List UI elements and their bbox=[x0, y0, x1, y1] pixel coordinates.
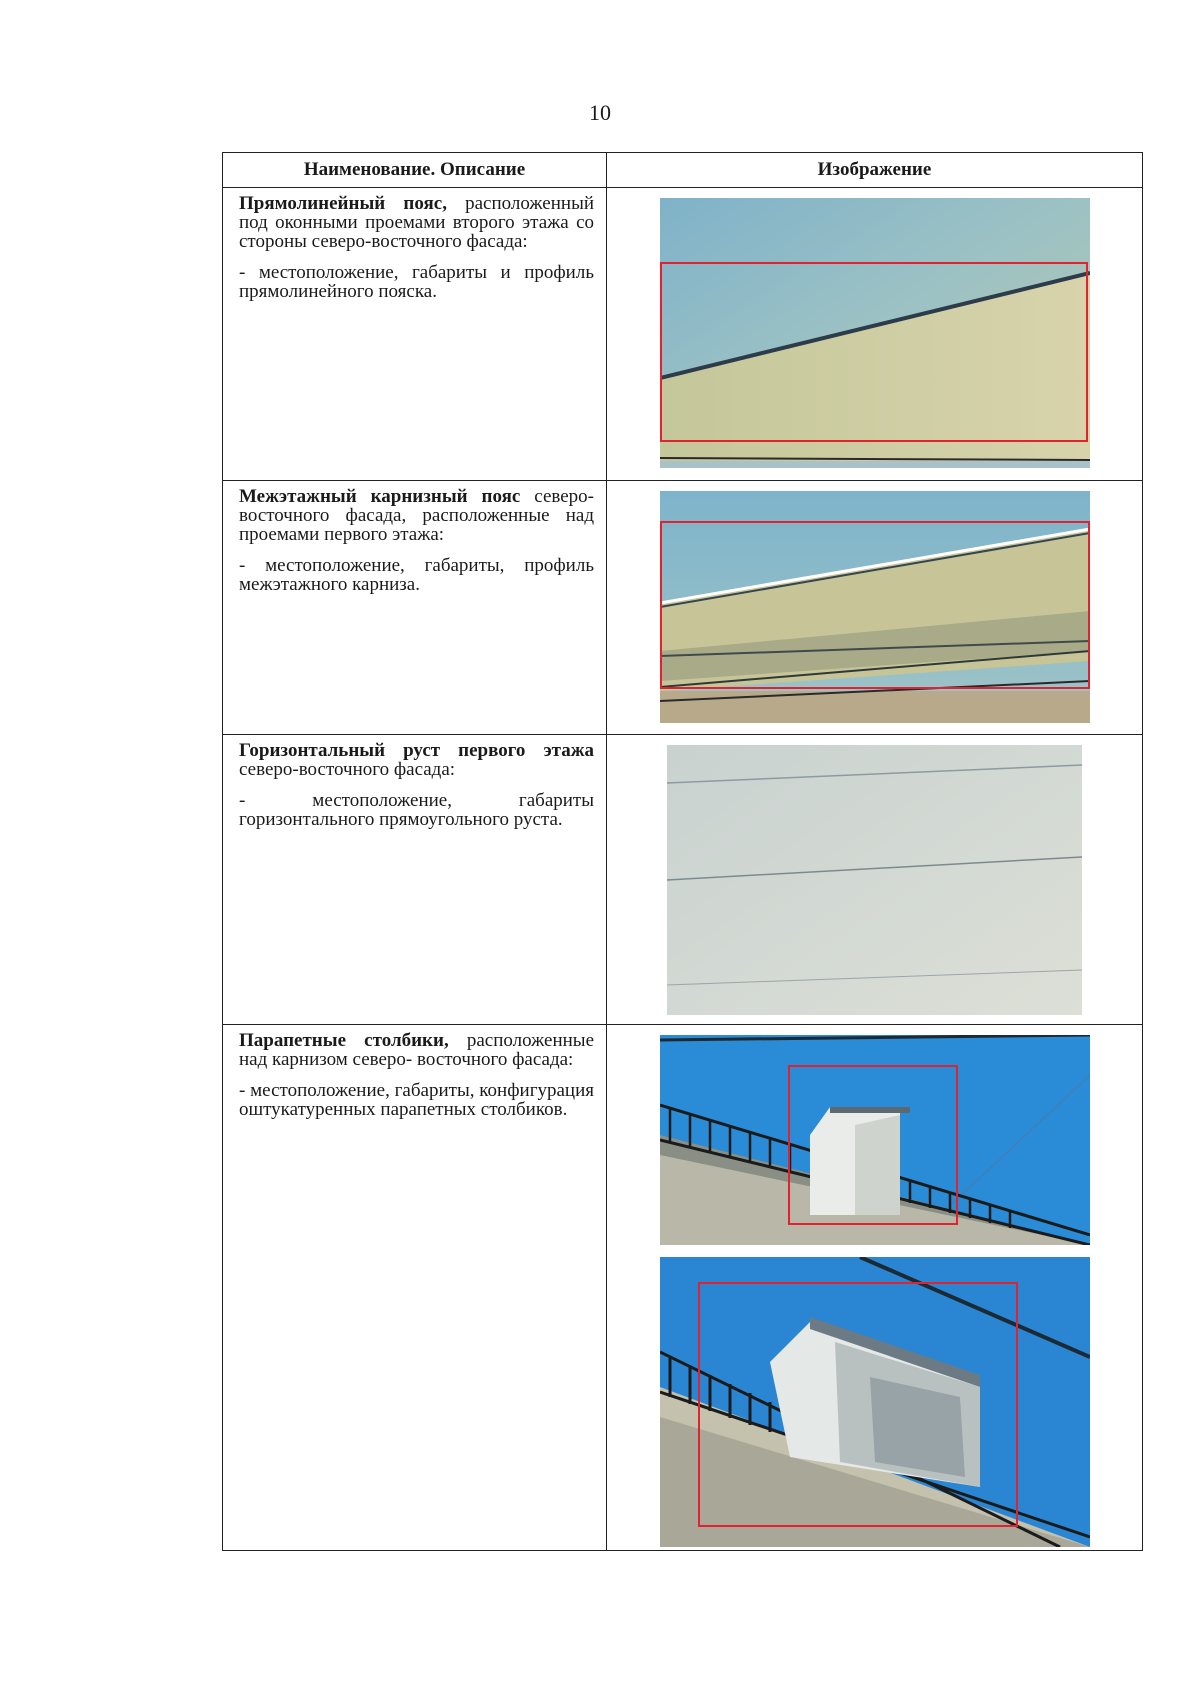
highlight-frame bbox=[660, 262, 1088, 442]
table-row bbox=[223, 481, 1143, 735]
header-description: Наименование. Описание bbox=[223, 153, 607, 188]
element-name: Горизонтальный руст первого этажа bbox=[239, 740, 594, 761]
image-cell bbox=[607, 735, 1143, 1025]
heritage-elements-table bbox=[222, 152, 1143, 1551]
image-cell bbox=[607, 481, 1143, 735]
image-cell bbox=[607, 188, 1143, 481]
element-location: расположенные над карнизом северо- восточного фасада: bbox=[239, 1030, 594, 1070]
element-protected-features: - местоположение, габариты горизонтального прямоугольного руста. bbox=[239, 790, 594, 830]
table-row bbox=[223, 188, 1143, 481]
element-protected-features: - местоположение, габариты и профиль прямолинейного пояска. bbox=[239, 262, 594, 302]
table-header-row bbox=[223, 153, 1143, 188]
parapet-photo-1 bbox=[660, 1035, 1090, 1245]
facade-photo bbox=[660, 491, 1090, 723]
parapet-photo-2 bbox=[660, 1257, 1090, 1547]
element-name: Межэтажный карнизный пояс bbox=[239, 486, 521, 507]
highlight-frame bbox=[788, 1065, 958, 1225]
header-image: Изображение bbox=[607, 153, 1143, 188]
description-cell bbox=[223, 188, 607, 481]
table-row bbox=[223, 1025, 1143, 1551]
element-name: Парапетные столбики, bbox=[239, 1030, 449, 1051]
highlight-frame bbox=[660, 521, 1090, 689]
highlight-frame bbox=[698, 1282, 1018, 1527]
table-row bbox=[223, 735, 1143, 1025]
element-protected-features: - местоположение, габариты, профиль межэтажного карниза. bbox=[239, 555, 594, 595]
page-number: 10 bbox=[589, 100, 611, 125]
description-cell bbox=[223, 481, 607, 735]
image-cell bbox=[607, 1025, 1143, 1551]
facade-photo bbox=[667, 745, 1082, 1015]
element-location: расположенный под оконными проемами второго этажа со стороны северо-восточного фасада: bbox=[239, 193, 594, 252]
facade-photo bbox=[660, 198, 1090, 468]
element-protected-features: - местоположение, габариты, конфигурация оштукатуренных парапетных столбиков. bbox=[239, 1080, 594, 1120]
description-cell bbox=[223, 1025, 607, 1551]
description-cell bbox=[223, 735, 607, 1025]
element-location: северо-восточного фасада: bbox=[239, 759, 456, 780]
element-name: Прямолинейный пояс, bbox=[239, 193, 447, 214]
element-location: северо-восточного фасада, расположенные над проемами первого этажа: bbox=[239, 486, 594, 545]
